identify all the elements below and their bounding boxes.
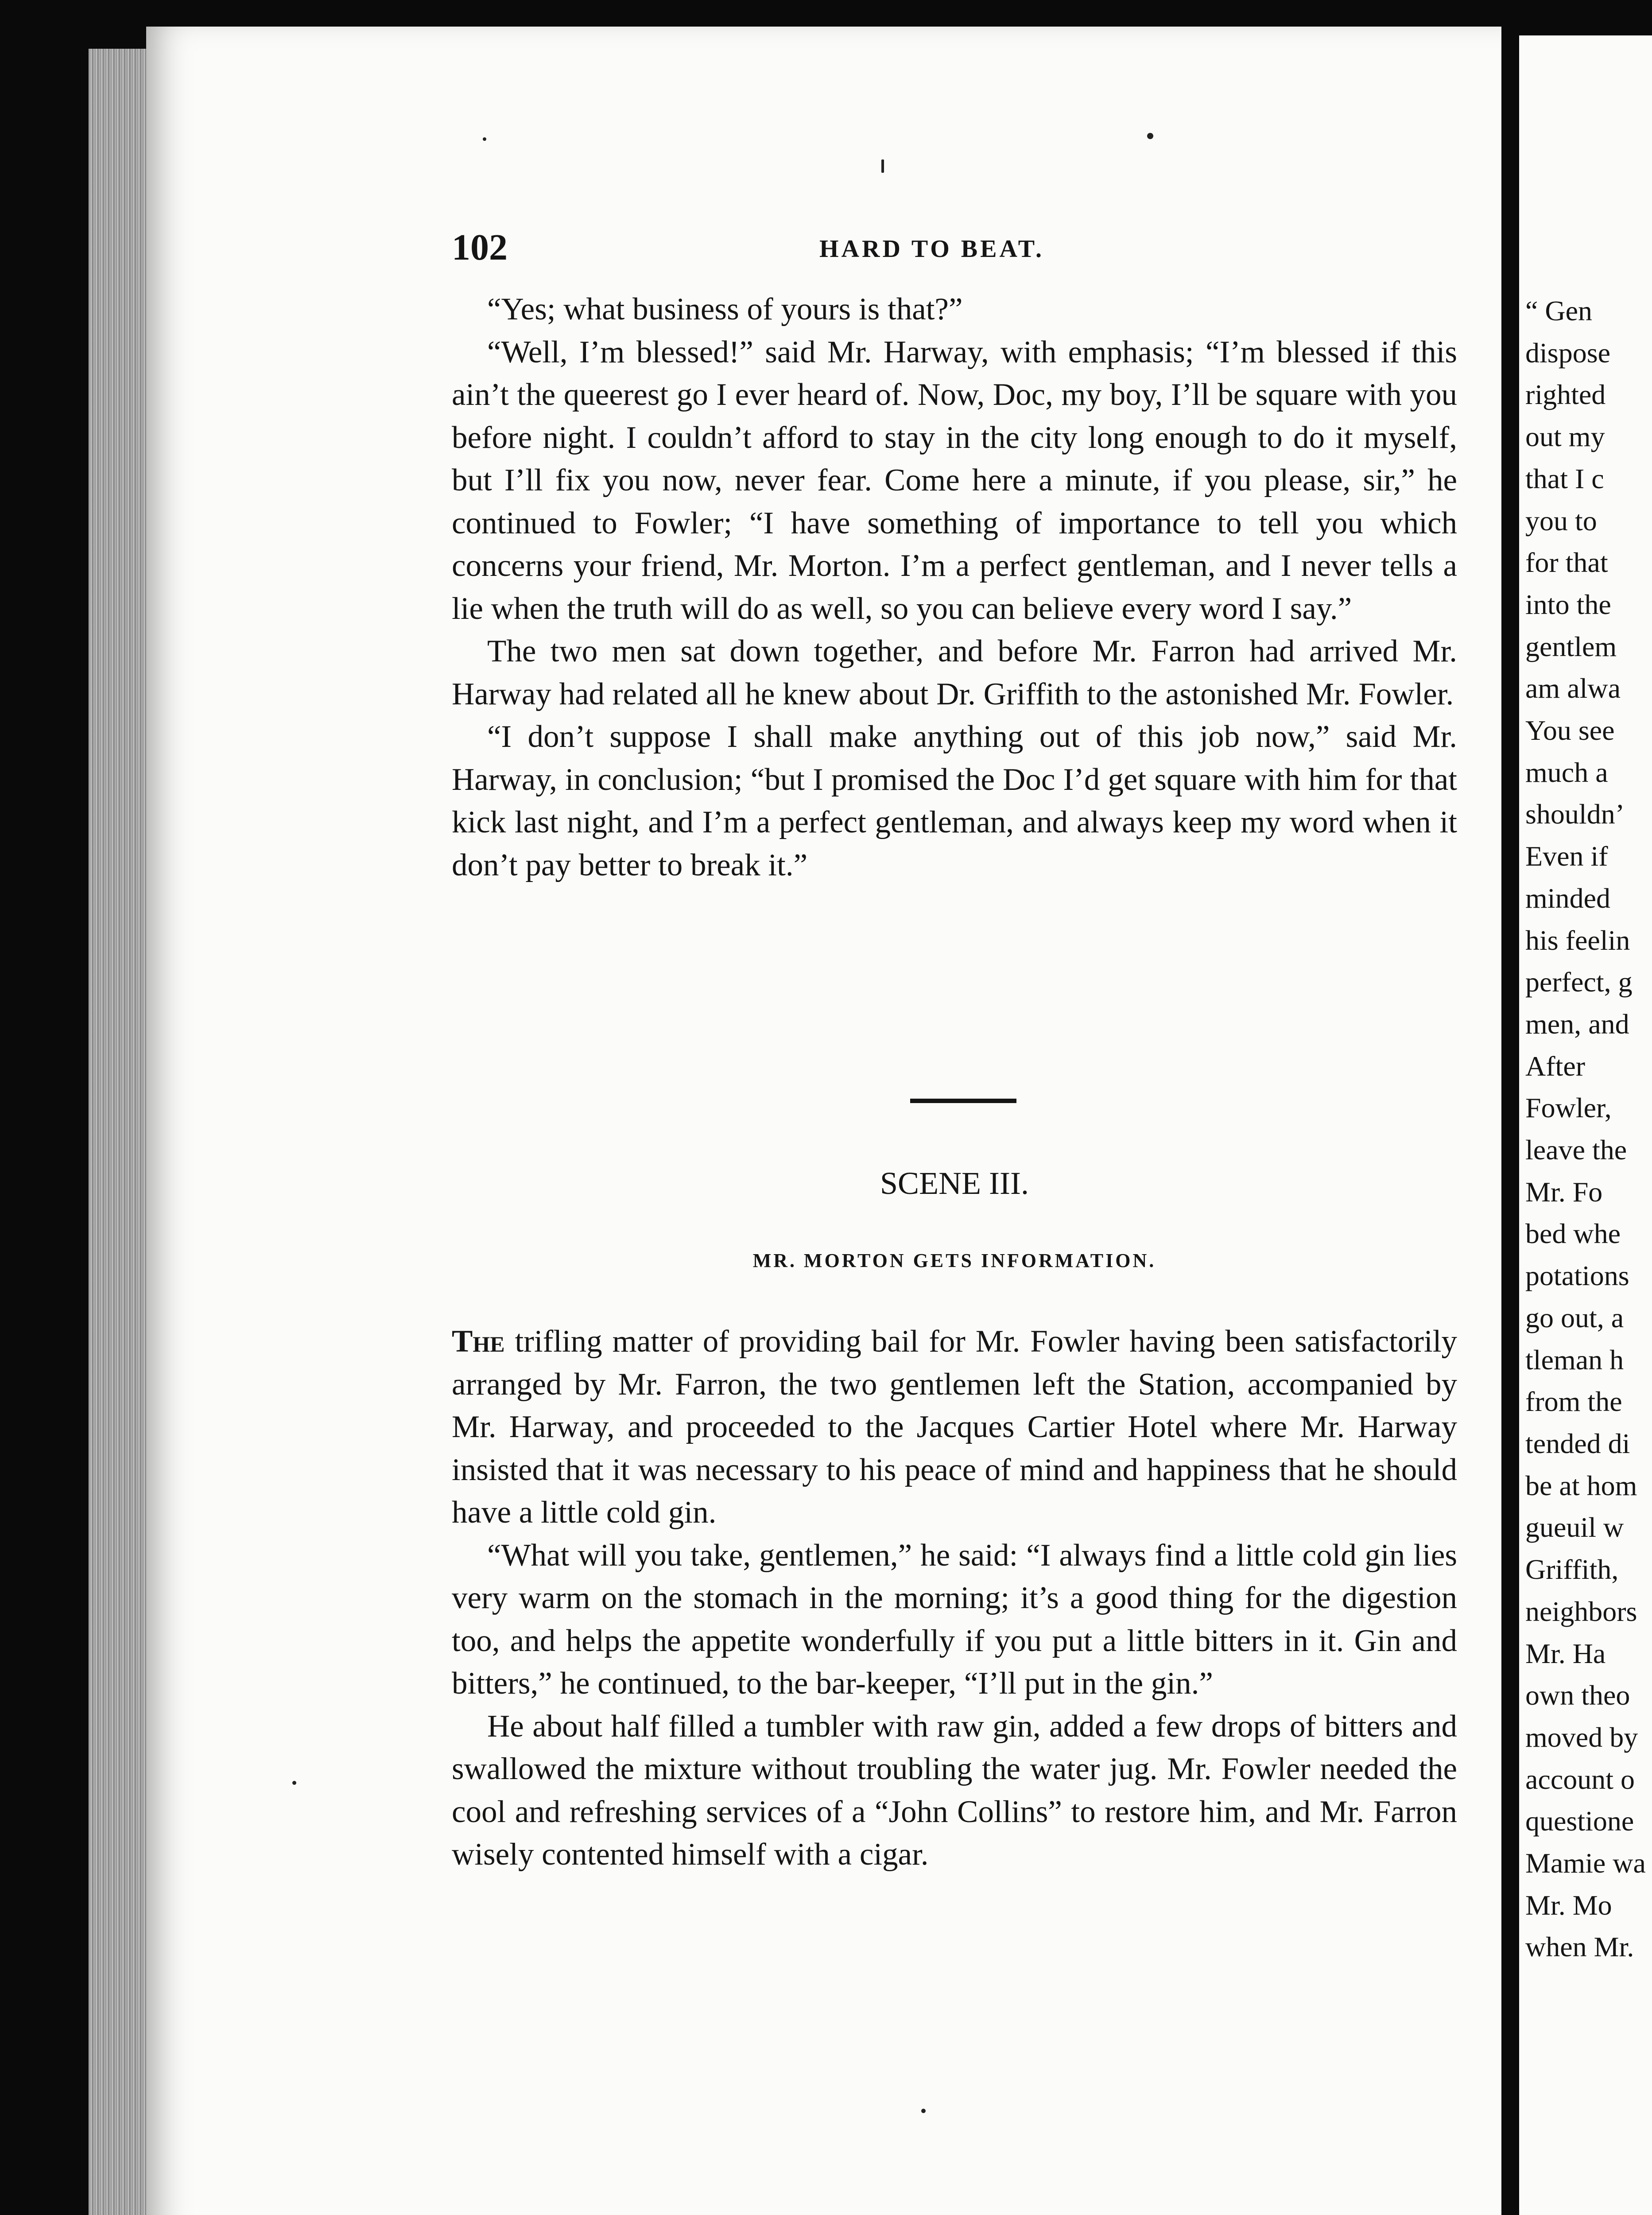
paragraph-rest: trifling matter of providing bail for Mr. Fowler having been satisfactorily arranged by Mr. Farron, the two gentlemen left the Station, accompanied by Mr. Harway, and proceeded to the Jacques Cartier Hotel where Mr. Harway insisted that it was necessary to his peace of mind and happiness that he should have a little cold gin. [452, 1324, 1457, 1530]
paragraph [452, 1320, 1457, 1534]
right-page-line: for that [1525, 547, 1608, 579]
paragraph: “What will you take, gentlemen,” he said: “I always find a little cold gin lies very warm on the stomach in the morning; it’s a good thing for the digestion too, and helps the appetite wonderfully if you put a little bitters in it. Gin and bitters,” he continued, to the bar-keeper, “I’ll put in the gin.” [452, 1538, 1457, 1701]
right-page-line: that I c [1525, 462, 1604, 494]
scan-speck [483, 137, 486, 141]
right-page-line: leave the [1525, 1134, 1627, 1166]
right-page-line: Fowler, [1525, 1092, 1612, 1124]
right-page-line: potations [1525, 1260, 1629, 1292]
right-page-line: go out, a [1525, 1302, 1624, 1333]
paragraph: “Well, I’m blessed!” said Mr. Harway, with emphasis; “I’m blessed if this ain’t the queerest go I ever heard of. Now, Doc, my boy, I’ll be square with you before night. I couldn’t afford to stay in the city long enough to do it myself, but I’ll fix you now, never fear. Come here a minute, if you please, sir,” he continued to Fowler; “I have something of importance to tell you which concerns your friend, Mr. Morton. I’m a perfect gentleman, and I never tells a lie when the truth will do as well, so you can believe every word I say.” [452, 334, 1457, 626]
right-page-line: righted [1525, 379, 1606, 411]
right-page-line: neighbors [1525, 1595, 1637, 1627]
right-page-line: perfect, g [1525, 966, 1633, 998]
right-page-fragment [1519, 35, 1652, 2215]
right-page-line: Mr. Ha [1525, 1637, 1606, 1669]
right-page-line: After [1525, 1050, 1586, 1082]
right-page-line: Griffith, [1525, 1554, 1619, 1585]
paragraph: “I don’t suppose I shall make anything out of this job now,” said Mr. Harway, in conclusion; “but I promised the Doc I’d get square with him for that kick last night, and I’m a perfect gentleman, and always keep my word when it don’t pay better to break it.” [452, 719, 1457, 882]
section-rule [910, 1099, 1016, 1103]
right-page-line: much a [1525, 756, 1608, 788]
scene-subtitle: MR. MORTON GETS INFORMATION. [752, 1250, 1156, 1271]
right-page-line: Mamie wa [1525, 1847, 1646, 1879]
right-page-line: account o [1525, 1763, 1635, 1795]
right-page-line: dispose [1525, 337, 1610, 369]
right-page-line: “ Gen [1525, 295, 1593, 326]
first-word: The [452, 1324, 505, 1359]
right-page-line: shouldn’ [1525, 798, 1625, 830]
right-page-line: out my [1525, 421, 1605, 453]
scene-text [452, 1320, 1457, 1876]
right-page-line: questione [1525, 1805, 1634, 1837]
scan-speck [921, 2109, 926, 2113]
right-page-line: be at hom [1525, 1469, 1637, 1501]
body-text [452, 288, 1457, 886]
scene-title: SCENE III. [880, 1166, 1029, 1201]
right-page-line: from the [1525, 1386, 1622, 1418]
running-head [452, 226, 1457, 275]
right-page-line: Mr. Fo [1525, 1176, 1603, 1208]
right-page-line: gentlem [1525, 630, 1617, 662]
right-page-line: you to [1525, 505, 1597, 536]
right-page-line: tended di [1525, 1427, 1630, 1459]
right-page-line: Mr. Mo [1525, 1889, 1612, 1921]
right-page-line: minded [1525, 882, 1610, 914]
right-page-line: Even if [1525, 840, 1608, 872]
right-page-line: his feelin [1525, 924, 1630, 956]
page-number: 102 [452, 227, 508, 268]
right-page-line: moved by [1525, 1721, 1638, 1753]
paragraph: He about half filled a tumbler with raw gin, added a few drops of bitters and swallowed the mixture without troubling the water jug. Mr. Fowler needed the cool and refreshing services of a “John Collins” to restore him, and Mr. Farron wisely contented himself with a cigar. [452, 1709, 1457, 1872]
right-page-lines [1519, 290, 1652, 1968]
right-page-line: when Mr. [1525, 1931, 1634, 1963]
right-page-line: You see [1525, 715, 1615, 746]
scan-speck [292, 1781, 296, 1785]
scan-speck [1147, 133, 1153, 139]
right-page-line: am alwa [1525, 672, 1621, 704]
right-page-line: into the [1525, 588, 1611, 620]
right-page-line: tleman h [1525, 1344, 1624, 1376]
right-page-line: bed whe [1525, 1218, 1621, 1250]
running-title: HARD TO BEAT. [819, 235, 1044, 263]
paragraph: The two men sat down together, and before Mr. Farron had arrived Mr. Harway had related all he knew about Dr. Griffith to the astonished Mr. Fowler. [452, 634, 1457, 711]
right-page-line: men, and [1525, 1008, 1629, 1040]
right-page-line: gueuil w [1525, 1512, 1624, 1543]
paragraph: “Yes; what business of yours is that?” [487, 292, 963, 326]
right-page-line: own theo [1525, 1679, 1630, 1711]
scan-speck [881, 159, 884, 173]
